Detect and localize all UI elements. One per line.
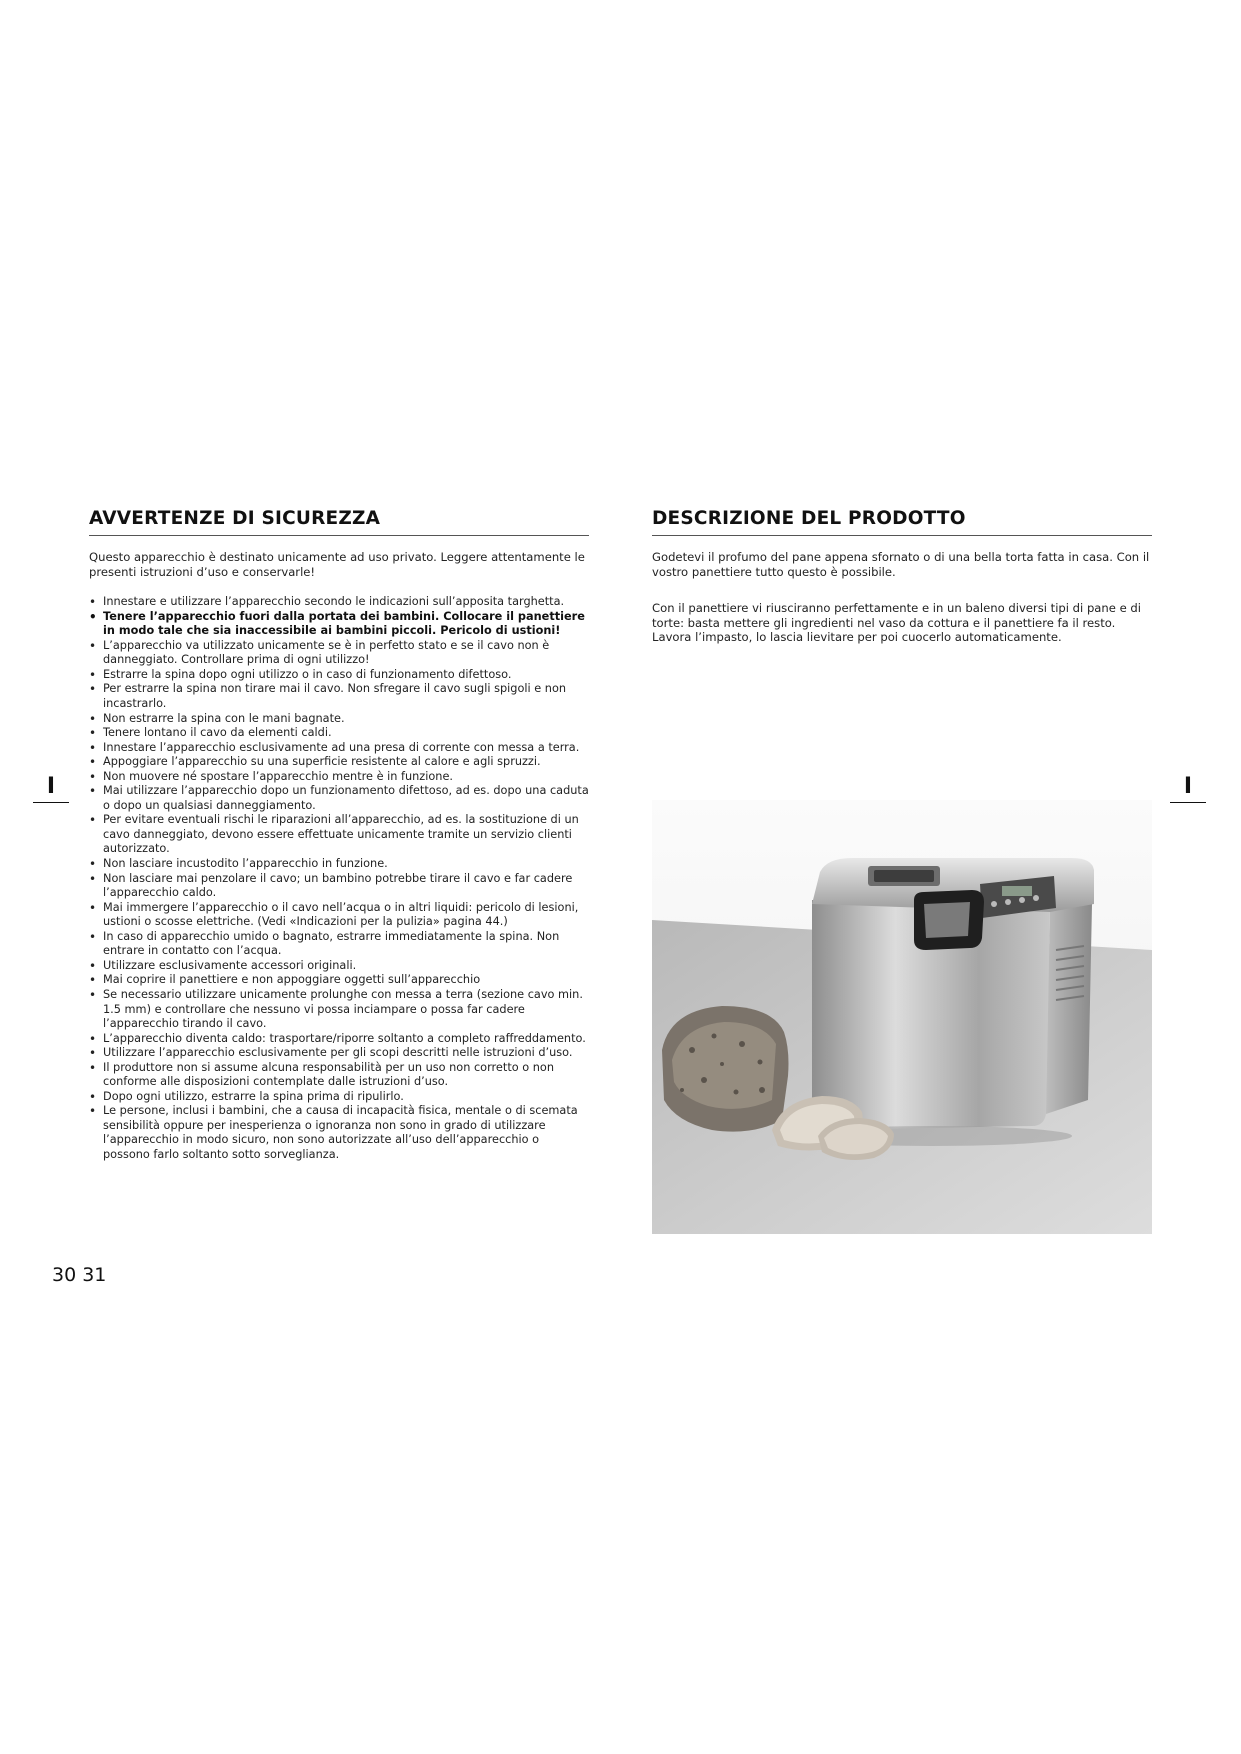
product-title: DESCRIZIONE DEL PRODOTTO: [652, 508, 966, 529]
list-item: • Tenere lontano il cavo da elementi caldi.: [89, 726, 589, 741]
list-item: • Appoggiare l’apparecchio su una superficie resistente al calore e agli spruzzi.: [89, 755, 589, 770]
list-item: • Se necessario utilizzare unicamente prolunghe con messa a terra (sezione cavo min. 1.5 mm) e controllare che nessuno vi possa inciampare o possa far cadere l’apparecchio tirando il cavo.: [89, 988, 589, 1032]
list-item: • Estrarre la spina dopo ogni utilizzo o in caso di funzionamento difettoso.: [89, 668, 589, 683]
safety-intro: Questo apparecchio è destinato unicamente ad uso privato. Leggere attentamente le presenti istruzioni d’uso e conservarle!: [89, 550, 585, 579]
safety-list: [89, 595, 589, 1162]
list-item: • L’apparecchio diventa caldo: trasportare/riporre soltanto a completo raffreddamento.: [89, 1032, 589, 1047]
marker-bar: [1170, 802, 1206, 803]
safety-title: AVVERTENZE DI SICUREZZA: [89, 508, 381, 529]
safety-section: [89, 508, 589, 1163]
list-item: • In caso di apparecchio umido o bagnato, estrarre immediatamente la spina. Non entrare in contatto con l’acqua.: [89, 930, 589, 959]
list-item: • Per estrarre la spina non tirare mai il cavo. Non sfregare il cavo sugli spigoli e non incastrarlo.: [89, 682, 589, 711]
list-item-warning: • Tenere l’apparecchio fuori dalla portata dei bambini. Collocare il panettiere in modo tale che sia inaccessibile ai bambini piccoli. Pericolo di ustioni!: [89, 610, 589, 639]
language-marker-left: [33, 776, 69, 803]
list-item: • Utilizzare esclusivamente accessori originali.: [89, 959, 589, 974]
product-paragraph-2: Con il panettiere vi riusciranno perfettamente e in un baleno diversi tipi di pane e di torte: basta mettere gli ingredienti nel vaso da cottura e il panettiere fa il resto. Lavora l’impasto, lo lascia lievitare per poi cuocerlo automaticamente.: [652, 601, 1141, 645]
language-letter: I: [1183, 774, 1193, 799]
list-item: • Dopo ogni utilizzo, estrarre la spina prima di ripulirlo.: [89, 1090, 589, 1105]
list-item: • L’apparecchio va utilizzato unicamente se è in perfetto stato e se il cavo non è danneggiato. Controllare prima di ogni utilizzo!: [89, 639, 589, 668]
title-rule: [89, 535, 589, 536]
list-item: • Le persone, inclusi i bambini, che a causa di incapacità fisica, mentale o di scemata sensibilità oppure per inesperienza o ignoranza non sono in grado di utilizzare l’apparecchio in modo sicuro, non sono autorizzate all’uso dell’apparecchio o possono farlo soltanto sotto sorveglianza.: [89, 1104, 589, 1162]
language-letter: I: [46, 774, 56, 799]
list-item: • Mai coprire il panettiere e non appoggiare oggetti sull’apparecchio: [89, 973, 589, 988]
bread-maker-photo: [652, 800, 1152, 1234]
list-item: • Mai utilizzare l’apparecchio dopo un funzionamento difettoso, ad es. dopo una caduta o dopo un qualsiasi danneggiamento.: [89, 784, 589, 813]
product-description-section: [652, 508, 1152, 645]
list-item: • Per evitare eventuali rischi le riparazioni all’apparecchio, ad es. la sostituzione di un cavo danneggiato, devono essere effettuate unicamente tramite un servizio clienti autorizzato.: [89, 813, 589, 857]
list-item: • Utilizzare l’apparecchio esclusivamente per gli scopi descritti nelle istruzioni d’uso.: [89, 1046, 589, 1061]
list-item: • Non estrarre la spina con le mani bagnate.: [89, 712, 589, 727]
list-item: • Innestare l’apparecchio esclusivamente ad una presa di corrente con messa a terra.: [89, 741, 589, 756]
bread-maker-illustration: [652, 800, 1152, 1234]
language-marker-right: [1170, 776, 1206, 803]
list-item: • Non muovere né spostare l’apparecchio mentre è in funzione.: [89, 770, 589, 785]
list-item: • Innestare e utilizzare l’apparecchio secondo le indicazioni sull’apposita targhetta.: [89, 595, 589, 610]
page-numbers: 30 31: [52, 1264, 107, 1286]
list-item: • Non lasciare incustodito l’apparecchio in funzione.: [89, 857, 589, 872]
list-item: • Non lasciare mai penzolare il cavo; un bambino potrebbe tirare il cavo e far cadere l’apparecchio caldo.: [89, 872, 589, 901]
marker-bar: [33, 802, 69, 803]
product-paragraph-1: Godetevi il profumo del pane appena sfornato o di una bella torta fatta in casa. Con il vostro panettiere tutto questo è possibile.: [652, 550, 1150, 579]
list-item: • Il produttore non si assume alcuna responsabilità per un uso non corretto o non conforme alle disposizioni contemplate dalle istruzioni d’uso.: [89, 1061, 589, 1090]
title-rule: [652, 535, 1152, 536]
list-item: • Mai immergere l’apparecchio o il cavo nell’acqua o in altri liquidi: pericolo di lesioni, ustioni o scosse elettriche. (Vedi «Indicazioni per la pulizia» pagina 44.): [89, 901, 589, 930]
